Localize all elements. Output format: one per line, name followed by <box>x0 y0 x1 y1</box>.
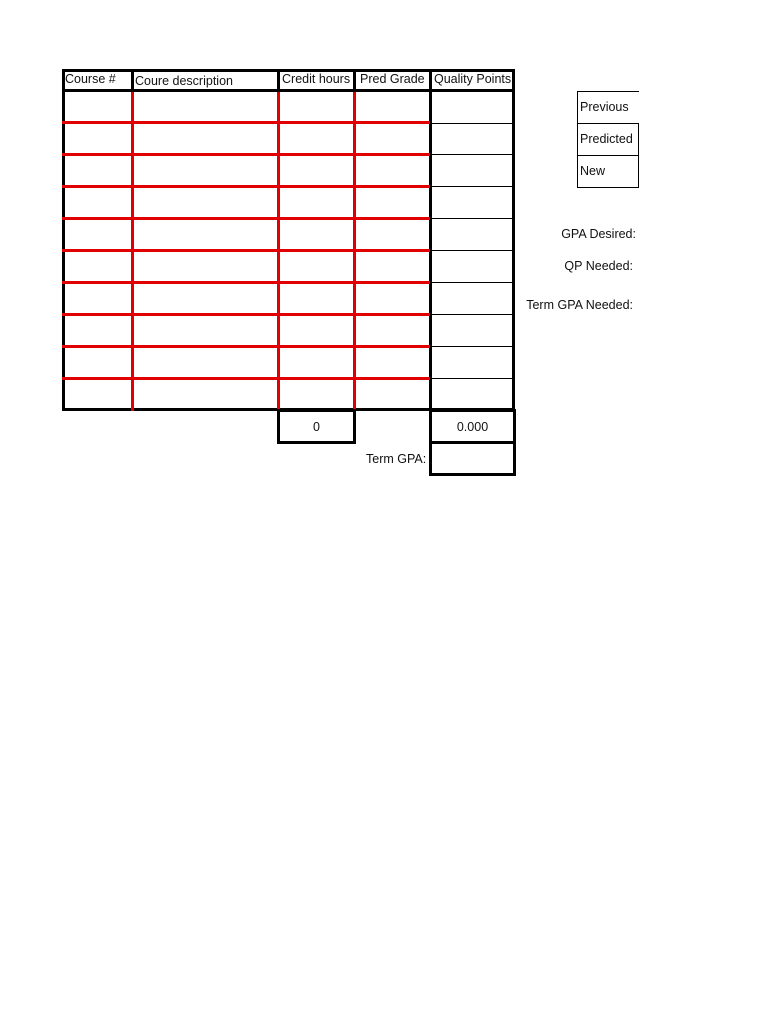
qp-row-separator <box>430 314 515 315</box>
gpa-desired-label: GPA Desired: <box>561 227 636 241</box>
row-separator <box>62 281 430 284</box>
row-separator <box>62 249 430 252</box>
qp-needed-label: QP Needed: <box>564 259 633 273</box>
qp-row-separator <box>430 186 515 187</box>
qp-row-separator <box>430 218 515 219</box>
qp-row-separator <box>430 282 515 283</box>
row-separator <box>62 345 430 348</box>
credit-hours-total: 0 <box>277 409 356 444</box>
row-separator <box>62 121 430 124</box>
header-underline <box>62 89 515 92</box>
summary-previous: Previous <box>577 91 639 123</box>
row-separator <box>62 185 430 188</box>
qp-row-separator <box>430 346 515 347</box>
header-course-num: Course # <box>65 72 116 86</box>
summary-new: New <box>577 155 639 187</box>
header-credit-hours: Credit hours <box>282 72 351 86</box>
header-quality-points: Quality Points <box>434 72 512 86</box>
header-description: Coure description <box>135 74 233 88</box>
term-gpa-label: Term GPA: <box>366 452 427 466</box>
qp-row-separator <box>430 154 515 155</box>
row-separator <box>62 377 430 380</box>
term-gpa-needed-label: Term GPA Needed: <box>526 298 633 312</box>
term-gpa-value <box>429 441 516 476</box>
row-separator <box>62 153 430 156</box>
summary-bottom-border <box>577 187 639 188</box>
row-separator <box>62 217 430 220</box>
qp-row-separator <box>430 378 515 379</box>
quality-points-total: 0.000 <box>429 409 516 444</box>
qp-row-separator <box>430 123 515 124</box>
header-pred-grade: Pred Grade <box>360 72 425 86</box>
summary-predicted: Predicted <box>577 123 639 155</box>
row-separator <box>62 313 430 316</box>
qp-row-separator <box>430 250 515 251</box>
